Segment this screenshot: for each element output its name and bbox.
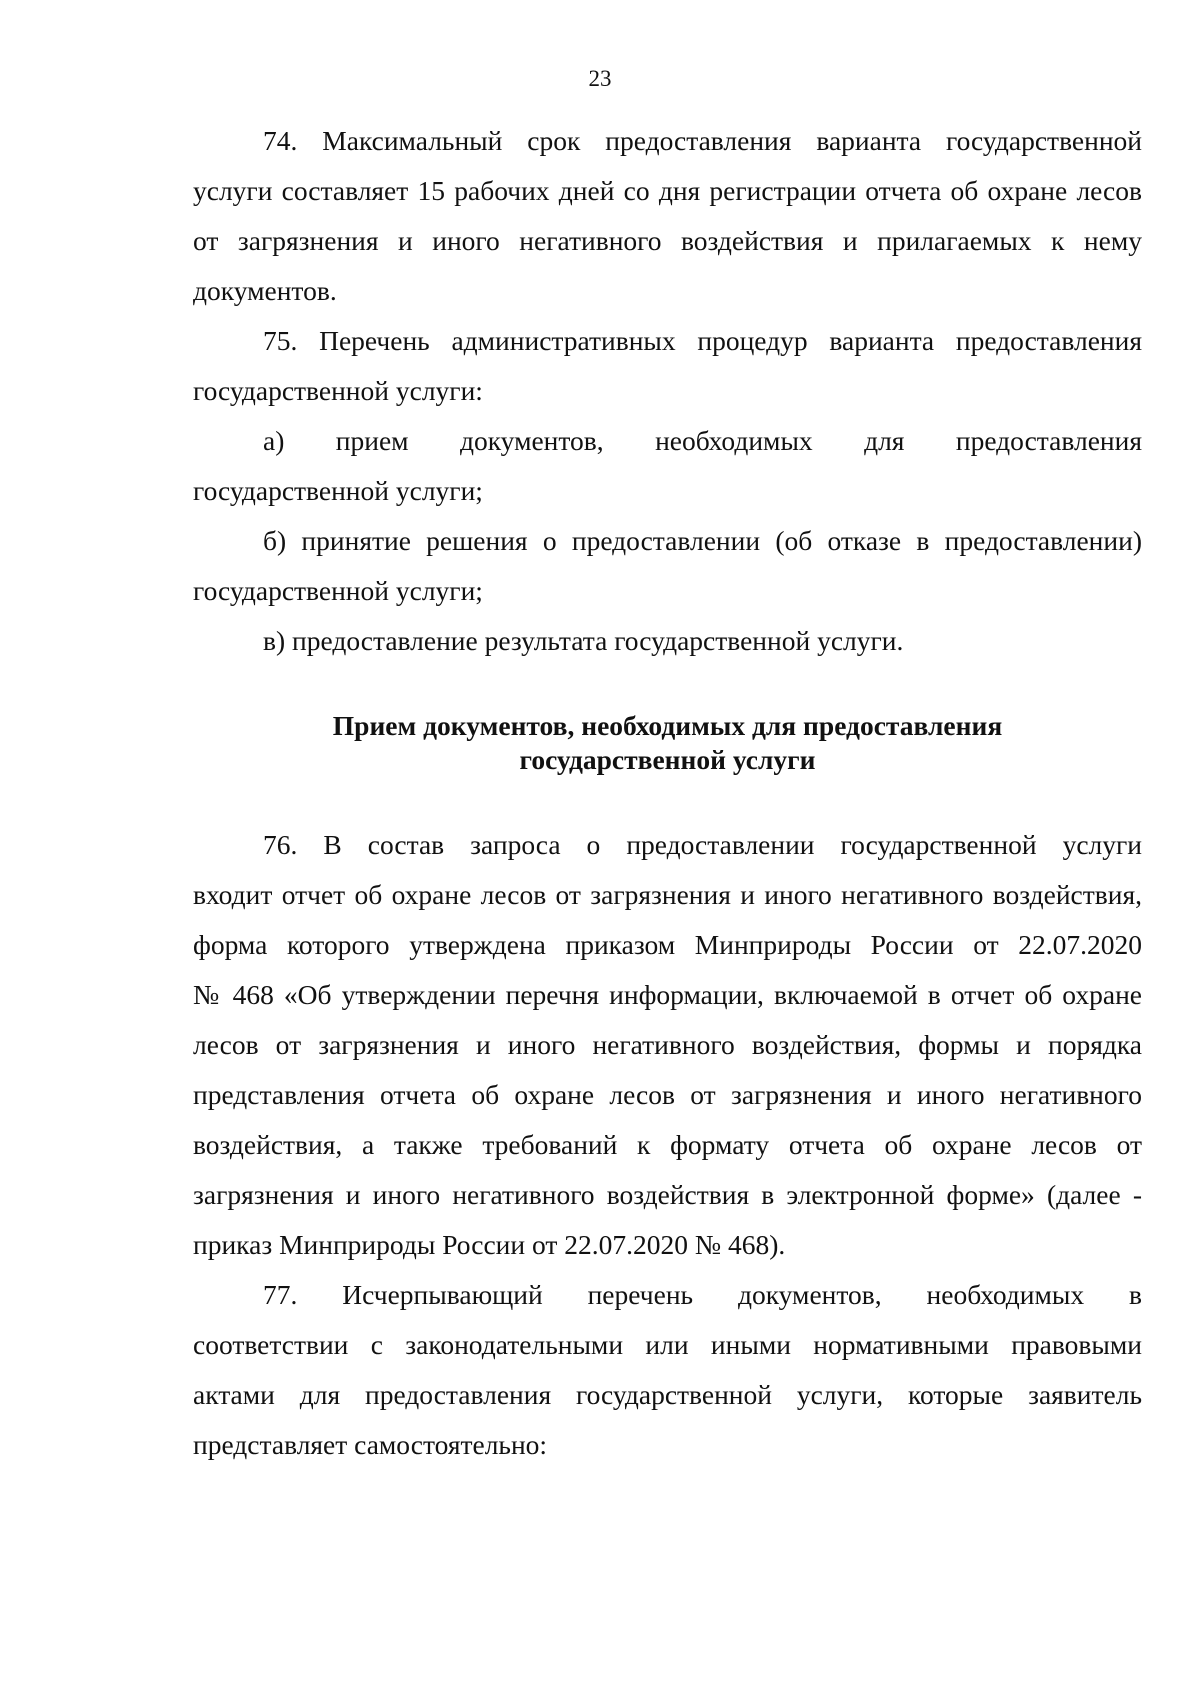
paragraph-76 — [193, 820, 1142, 1270]
list-item-b — [193, 516, 1142, 616]
text-line: воздействия, а также требований к формату отчета об охране лесов от — [193, 1129, 1142, 1160]
heading-line: государственной услуги — [519, 744, 816, 775]
text-line: входит отчет об охране лесов от загрязнения и иного негативного воздействия, — [193, 879, 1142, 910]
section-74-75 — [193, 116, 1142, 666]
text-line: 77. Исчерпывающий перечень документов, необходимых в — [263, 1279, 1142, 1310]
text-line: государственной услуги; — [193, 475, 483, 506]
text-line: 74. Максимальный срок предоставления варианта государственной — [263, 125, 1142, 156]
text-line: форма которого утверждена приказом Минприроды России от 22.07.2020 — [193, 929, 1142, 960]
text-line: № 468 «Об утверждении перечня информации, включаемой в отчет об охране — [193, 979, 1142, 1010]
text-line: государственной услуги: — [193, 375, 483, 406]
text-line: 76. В состав запроса о предоставлении государственной услуги — [263, 829, 1142, 860]
text-line: государственной услуги; — [193, 575, 483, 606]
text-line: а) прием документов, необходимых для предоставления — [263, 425, 1142, 456]
section-76-77 — [193, 820, 1142, 1470]
text-line: от загрязнения и иного негативного воздействия и прилагаемых к нему — [193, 225, 1142, 256]
section-heading — [193, 709, 1142, 777]
text-line: актами для предоставления государственной услуги, которые заявитель — [193, 1379, 1142, 1410]
list-item-v — [193, 616, 1142, 666]
text-line: загрязнения и иного негативного воздействия в электронной форме» (далее - — [193, 1179, 1142, 1210]
text-line: представляет самостоятельно: — [193, 1429, 548, 1460]
paragraph-75 — [193, 316, 1142, 416]
heading-line: Прием документов, необходимых для предоставления — [332, 710, 1003, 741]
text-line: 75. Перечень административных процедур варианта предоставления — [263, 325, 1142, 356]
list-item-a — [193, 416, 1142, 516]
paragraph-74 — [193, 116, 1142, 316]
paragraph-77 — [193, 1270, 1142, 1470]
text-line: в) предоставление результата государственной услуги. — [263, 625, 904, 656]
text-line: документов. — [193, 275, 337, 306]
page-number: 23 — [588, 66, 612, 91]
text-line: лесов от загрязнения и иного негативного воздействия, формы и порядка — [193, 1029, 1142, 1060]
text-line: б) принятие решения о предоставлении (об отказе в предоставлении) — [263, 525, 1142, 556]
text-line: соответствии с законодательными или иными нормативными правовыми — [193, 1329, 1142, 1360]
text-line: услуги составляет 15 рабочих дней со дня регистрации отчета об охране лесов — [193, 175, 1142, 206]
text-line: представления отчета об охране лесов от загрязнения и иного негативного — [193, 1079, 1142, 1110]
text-line: приказ Минприроды России от 22.07.2020 № 468). — [193, 1229, 786, 1260]
